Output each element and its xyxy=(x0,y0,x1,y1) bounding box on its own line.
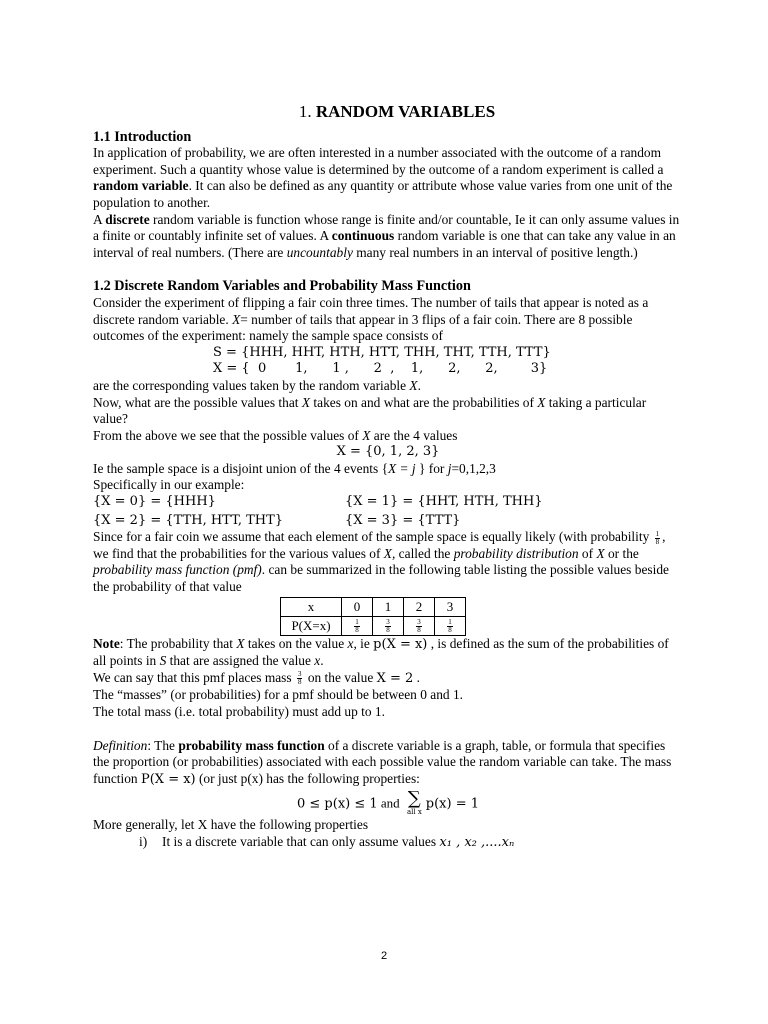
event-x0: {X = 0} = {HHH} xyxy=(93,494,216,510)
possible-values-paragraph: From the above we see that the possible values of X are the 4 values xyxy=(93,427,458,443)
table-row xyxy=(281,616,466,635)
page-title: 1. RANDOM VARIABLES xyxy=(298,102,496,121)
intro-paragraph-2: A discrete random variable is function whose range is finite and/or countable, Ie it can only assume values in a finite or countably infinite set of values. A continuous random variable is one that can take any value in an interval of real numbers. (There are uncountably many real numbers in an interval of positive length.) xyxy=(93,211,680,260)
list-item: i) It is a discrete variable that can only assume values x₁ , x₂ ,....xₙ xyxy=(139,833,515,850)
intro-paragraph-1: In application of probability, we are often interested in a number associated with the outcome of a random experiment. Such a quantity whose value is determined by the outcome of a random experiment is called a random variable. It can also be defined as any quantity or attribute whose value varies from one unit of the population to another. xyxy=(93,145,673,210)
table-row xyxy=(281,597,466,616)
value-set-equation: X = {0, 1, 2, 3} xyxy=(336,444,440,460)
values-paragraph: are the corresponding values taken by the random variable X. xyxy=(93,377,421,393)
fraction-one-eighth: $\frac{1}{8}$ xyxy=(655,529,660,546)
section-heading-introduction: 1.1 Introduction xyxy=(93,128,192,145)
table-cell: P(X=x) xyxy=(281,616,342,635)
page-number: 2 xyxy=(380,950,388,962)
definition-paragraph: Definition: The probability mass function of a discrete variable is a graph, table, or formula that specifies the proportion (or probabilities) associated with each possible value the random variable can take. The mass function P(X = x) (or just p(x) has the following properties: xyxy=(93,737,672,787)
table-cell: 0 xyxy=(342,597,373,616)
table-cell: $\frac{3}{8}$ xyxy=(404,616,435,635)
event-x2: {X = 2} = {TTH, HTT, THT} xyxy=(93,512,284,528)
example-intro: Specifically in our example: xyxy=(93,477,245,493)
pmf-paragraph: Since for a fair coin we assume that each element of the sample space is equally likely (with probability $\frac{1}{8}$ , we find that the probabilities for the various values of X, called the probability distribution of X or the probability mass function (pmf). can be summarized in the following table listing the possible values beside the probability of that value xyxy=(93,529,669,595)
note-paragraph: Note: The probability that X takes on the value x, ie p(X = x) , is defined as the sum of the probabilities of all points in S that are assigned the value x. xyxy=(93,635,669,669)
table-cell: x xyxy=(281,597,342,616)
event-x3: {X = 3} = {TTT} xyxy=(345,512,461,528)
pmf-mass-paragraph: We can say that this pmf places mass $\frac{3}{8}$ on the value X = 2 . xyxy=(93,669,420,687)
event-x1: {X = 1} = {HHT, HTH, THH} xyxy=(345,494,543,510)
section-heading-discrete: 1.2 Discrete Random Variables and Probability Mass Function xyxy=(93,278,471,295)
table-cell: 2 xyxy=(404,597,435,616)
pmf-table xyxy=(280,597,466,636)
table-cell: 1 xyxy=(373,597,404,616)
pmf-properties-equation: 0 ≤ p(x) ≤ 1 and ∑ all x p(x) = 1 xyxy=(297,788,479,817)
events-grid xyxy=(93,494,683,529)
sample-space-equation: S = {HHH, HHT, HTH, HTT, THH, THT, TTH, TTT} xyxy=(213,344,551,360)
total-mass-line: The total mass (i.e. total probability) must add up to 1. xyxy=(93,704,385,719)
coin-experiment-paragraph: Consider the experiment of flipping a fair coin three times. The number of tails that appear is noted as a discrete random variable. X= number of tails that appear in 3 flips of a fair coin. There are 8 possible outcomes of the experiment: namely the sample space consists of xyxy=(93,294,649,344)
table-cell: 3 xyxy=(435,597,466,616)
table-cell: $\frac{3}{8}$ xyxy=(373,616,404,635)
general-properties-line: More generally, let X have the following properties xyxy=(93,817,369,833)
question-paragraph: Now, what are the possible values that X takes on and what are the probabilities of X taking a particular value? xyxy=(93,394,647,427)
fraction-three-eighths: $\frac{3}{8}$ xyxy=(297,670,302,687)
disjoint-union-paragraph: Ie the sample space is a disjoint union of the 4 events {X = j } for j=0,1,2,3 xyxy=(93,460,496,476)
page-content xyxy=(93,104,683,852)
values-equation: X = { 0 1, 1 , 2 , 1, 2, 2, 3} xyxy=(213,361,548,377)
table-cell: $\frac{1}{8}$ xyxy=(342,616,373,635)
table-cell: $\frac{1}{8}$ xyxy=(435,616,466,635)
masses-line: The “masses” (or probabilities) for a pmf should be between 0 and 1. xyxy=(93,687,463,703)
